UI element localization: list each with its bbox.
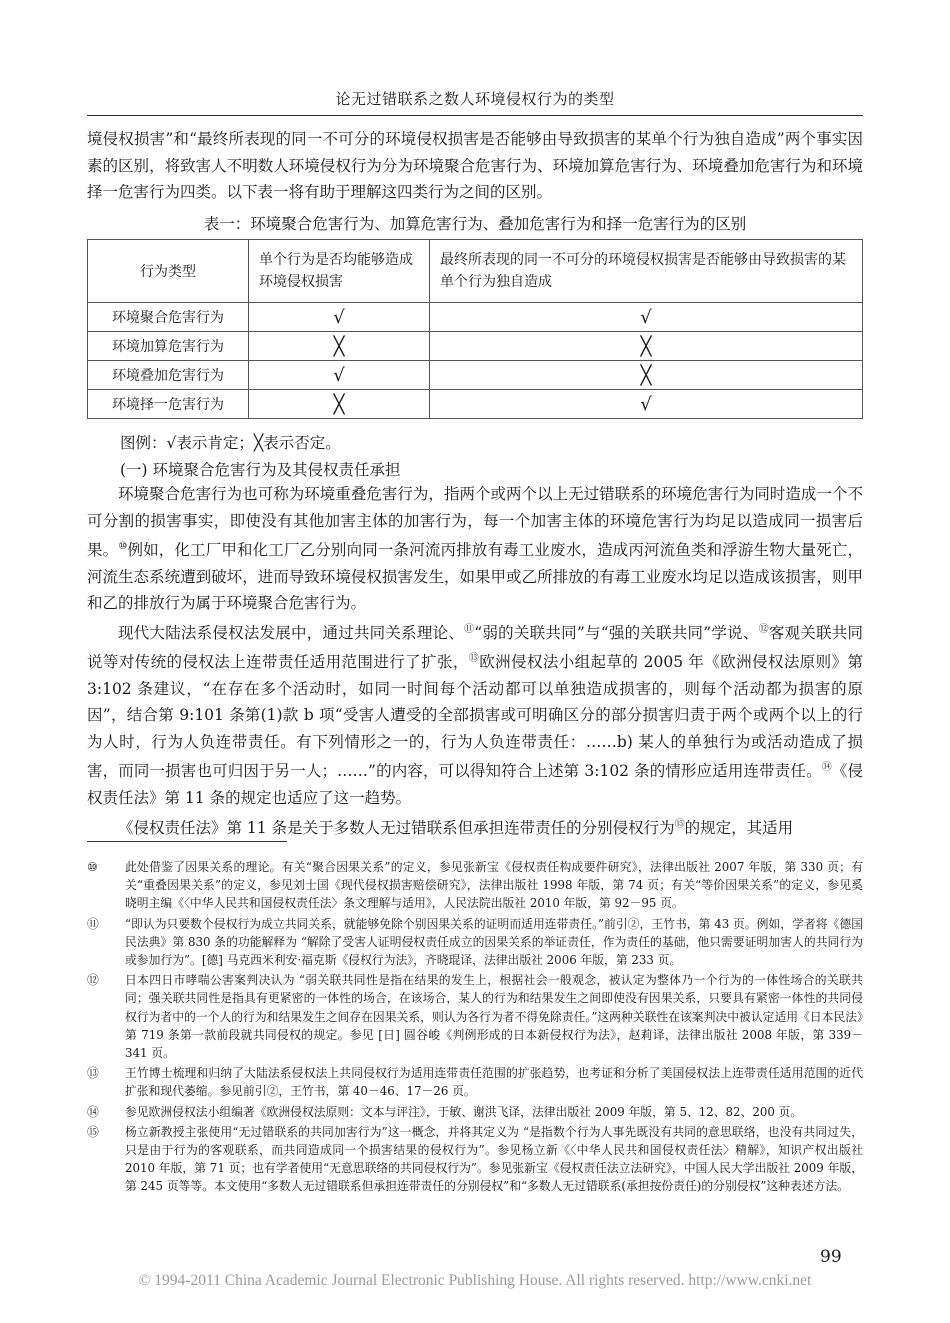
footnote-text: 杨立新教授主张使用“无过错联系的共同加害行为”这一概念，并将其定义为 “是指数个行为人事先既没有共同的意思联络，也没有共同过失，只是由于行为的客观联系，而共同造成同一个损害结果的侵权行为”。参见杨立新《〈中华人民共和国侵权责任法〉精解》，知识产权出版社 2010 年版，第 71 页；也有学者使用“无意思联络的共同侵权行为”。参见张新宝《侵权责任法立法研究》，中国人民大学出版社 2009 年版，第 245 页等等。本文使用“多数人无过错联系但承担连带责任的分别侵权”和“多数人无过错联系(承担按份责任)的分别侵权”这种表述方法。 xyxy=(125,1124,863,1194)
comparison-table xyxy=(87,239,863,419)
footnote-item xyxy=(87,858,863,913)
intro-paragraph xyxy=(87,126,863,206)
table-cell-mark: √ xyxy=(430,390,863,419)
paragraph-text: 欧洲侵权法小组起草的 2005 年《欧洲侵权法原则》第 3:102 条建议，“在存在多个活动时，如同一时间每个活动都可以单独造成损害的，则每个活动都为损害的原因”，结合第 9:101 条第(1)款 b 项“受害人遭受的全部损害或可明确区分的部分损害归责于两个或两个以上的行为人时，行为人负连带责任。有下列情形之一的，行为人负连带责任：……b) 某人的单独行为或活动造成了损害，而同一损害也可归因于另一人；……”的内容，可以得知符合上述第 3:102 条的情形应适用连带责任。 xyxy=(87,653,863,781)
footnote-text: “即认为只要数个侵权行为成立共同关系，就能够免除个别因果关系的证明而适用连带责任。”前引②，王竹书，第 43 页。例如，学者将《德国民法典》第 830 条的功能解释为 “解除了受害人证明侵权责任成立的因果关系的举证责任，作为责任的基础，他只需要证明加害人的共同行为或参加行为”。[德] 马克西米利安·福克斯《侵权行为法》，齐晓琨译，法律出版社 2006 年版，第 233 页。 xyxy=(125,916,863,968)
table-cell-mark: ╳ xyxy=(430,332,863,361)
footnote-ref[interactable]: ⑩ xyxy=(118,541,128,552)
table-cell-mark: ╳ xyxy=(430,361,863,390)
footnote-item xyxy=(87,915,863,970)
footnote-number: ⑩ xyxy=(87,860,98,874)
footnote-item xyxy=(87,1103,863,1121)
footnote-number: ⑬ xyxy=(87,1066,99,1081)
paragraph-2 xyxy=(87,617,863,812)
footnote-text: 此处借鉴了因果关系的理论。有关“聚合因果关系”的定义，参见张新宝《侵权责任构成要件研究》，法律出版社 2007 年版，第 330 页；有关“重叠因果关系”的定义，参见刘士国《现代侵权损害赔偿研究》，法律出版社 1998 年版，第 74 页；有关“等价因果关系”的定义，参见奚晓明主编《〈中华人民共和国侵权责任法〉条文理解与适用》，人民法院出版社 2010 年版，第 92－95 页。 xyxy=(125,860,863,911)
paragraph-1 xyxy=(87,481,863,617)
footnote-ref[interactable]: ⑫ xyxy=(758,623,769,635)
paragraph-text: 例如，化工厂甲和化工厂乙分别向同一条河流丙排放有毒工业废水，造成丙河流鱼类和浮游生物大量死亡，河流生态系统遭到破坏，进而导致环境侵权损害发生，如果甲或乙所排放的有毒工业废水均足以造成该损害，则甲和乙的排放行为属于环境聚合危害行为。 xyxy=(87,541,863,613)
footnote-item xyxy=(87,971,863,1062)
table-row xyxy=(88,303,863,332)
header-rule xyxy=(87,115,863,116)
table-cell-type: 环境叠加危害行为 xyxy=(88,361,249,390)
table-row xyxy=(88,390,863,419)
intro-text: 境侵权损害”和“最终所表现的同一不可分的环境侵权损害是否能够由导致损害的某单个行为独自造成”两个事实因素的区别，将致害人不明数人环境侵权行为分为环境聚合危害行为、环境加算危害行为、环境叠加危害行为和环境择一危害行为四类。以下表一将有助于理解这四类行为之间的区别。 xyxy=(87,130,863,201)
footnote-ref[interactable]: ⑭ xyxy=(821,762,832,774)
table-cell-type: 环境择一危害行为 xyxy=(88,390,249,419)
paragraph-text: 《侵权责任法》第 11 条是关于多数人无过错联系但承担连带责任的分别侵权行为 xyxy=(118,818,675,837)
paragraph-text: 《侵权责任法》第 11 条的规定也适应了这一趋势。 xyxy=(87,762,863,808)
paragraph-text: 的规定，其适用 xyxy=(684,818,794,837)
table-legend: 图例：√表示肯定；╳表示否定。 xyxy=(120,434,341,452)
footnote-item xyxy=(87,1064,863,1100)
footnote-ref[interactable]: ⑬ xyxy=(468,653,480,665)
footnote-rule xyxy=(87,841,287,842)
page-number: 99 xyxy=(820,1247,842,1267)
table-header-row xyxy=(88,240,863,303)
footnote-text: 王竹博士梳理和归纳了大陆法系侵权法上共同侵权行为适用连带责任范围的扩张趋势，也考证和分析了美国侵权法上连带责任适用范围的近代扩张和现代萎缩。参见前引②，王竹书，第 40－46、17－26 页。 xyxy=(125,1066,863,1099)
footnotes xyxy=(87,858,863,1198)
paragraph-text: “弱的关联共同”与“强的关联共同”学说、 xyxy=(474,623,759,642)
footnote-text: 日本四日市哮喘公害案判决认为 “弱关联共同性是指在结果的发生上，根据社会一般观念，被认定为整体乃一个行为的一体性场合的关联共同；强关联共同性是指具有更紧密的一体性的场合，在该场合，某人的行为和结果发生之间即使没有因果关系，只要具有紧密一体性的共同侵权行为者中的一个人的行为和结果发生之间存在因果关系，则认为各行为者不得免除责任。”这两种关联性在该案判决中被认定适用《日本民法》第 719 条第一款前段就共同侵权的规定。参见 [日] 圆谷峻《判例形成的日本新侵权行为法》，赵莉译，法律出版社 2008 年版，第 339－341 页。 xyxy=(125,973,863,1061)
paragraph-3 xyxy=(87,812,863,842)
table-cell-mark: ╳ xyxy=(249,390,430,419)
table-row xyxy=(88,361,863,390)
table-cell-type: 环境聚合危害行为 xyxy=(88,303,249,332)
table-header-cell: 最终所表现的同一不可分的环境侵权损害是否能够由导致损害的某单个行为独自造成 xyxy=(430,240,863,303)
table-header-cell: 单个行为是否均能够造成环境侵权损害 xyxy=(249,240,430,303)
table-row xyxy=(88,332,863,361)
table-title: 表一：环境聚合危害行为、加算危害行为、叠加危害行为和择一危害行为的区别 xyxy=(203,215,747,233)
main-body xyxy=(87,481,863,841)
table-header-cell: 行为类型 xyxy=(88,240,249,303)
table-cell-mark: √ xyxy=(249,361,430,390)
copyright-watermark: © 1994-2011 China Academic Journal Electronic Publishing House. All rights reserved. http://www.cnki.net xyxy=(138,1272,812,1289)
table-cell-mark: √ xyxy=(249,303,430,332)
footnote-item xyxy=(87,1123,863,1196)
footnote-number: ⑭ xyxy=(87,1104,99,1119)
footnote-ref[interactable]: ⑪ xyxy=(464,623,475,635)
table-cell-mark: ╳ xyxy=(249,332,430,361)
footnote-text: 参见欧洲侵权法小组编著《欧洲侵权法原则：文本与评注》，于敏、谢洪飞译，法律出版社 2009 年版，第 5、12、82、200 页。 xyxy=(125,1104,803,1119)
table-cell-type: 环境加算危害行为 xyxy=(88,332,249,361)
running-title: 论无过错联系之数人环境侵权行为的类型 xyxy=(335,90,615,108)
section-heading: (一) 环境聚合危害行为及其侵权责任承担 xyxy=(120,461,401,479)
footnote-number: ⑮ xyxy=(87,1124,99,1139)
footnote-ref[interactable]: ⑮ xyxy=(674,818,685,830)
footnote-number: ⑪ xyxy=(87,916,99,931)
footnote-number: ⑫ xyxy=(87,973,99,988)
paragraph-text: 环境聚合危害行为也可称为环境重叠危害行为，指两个或两个以上无过错联系的环境危害行为同时造成一个不可分割的损害事实，即使没有其他加害主体的加害行为，每一个加害主体的环境危害行为均足以造成同一损害后果。 xyxy=(87,485,863,560)
paragraph-text: 现代大陆法系侵权法发展中，通过共同关系理论、 xyxy=(118,623,465,642)
table-cell-mark: √ xyxy=(430,303,863,332)
paragraph-text: 客观关联共同说等对传统的侵权法上连带责任适用范围进行了扩张， xyxy=(87,623,863,672)
